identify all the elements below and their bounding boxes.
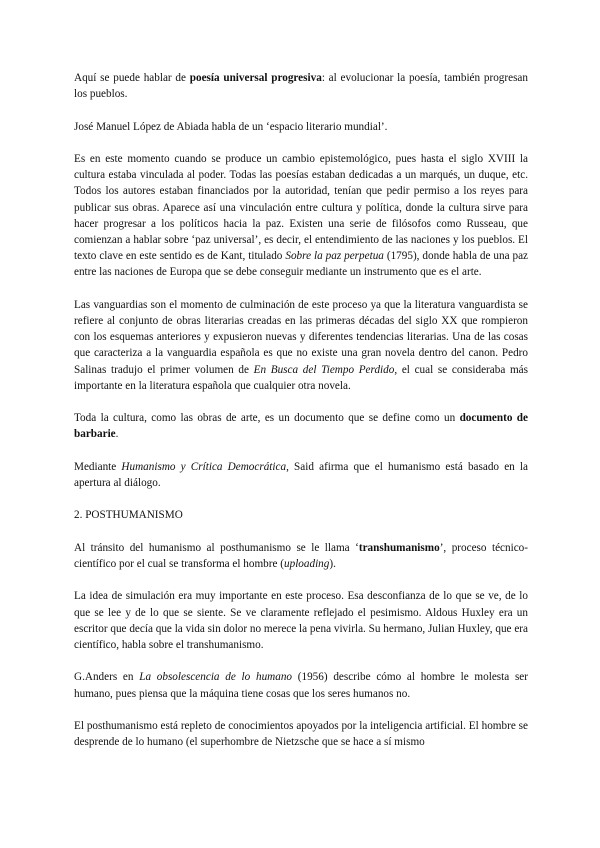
bold-text: documento de barbarie [74,412,528,441]
text-run: Toda la cultura, como las obras de arte, es un documento que se define como un [74,412,460,425]
text-run: La idea de simulación era muy importante en este proceso. Esa desconfianza de lo que se ve, de lo que se lee y de lo que se siente. Se ve claramente reflejado el pesimismo. Aldous Huxley era un escritor que decía que la vida sin dolor no merece la pena vivirla. Su hermano, Julian Huxley, que era científico, habla sobre el transhumanismo. [74,590,528,651]
italic-text: Sobre la paz perpetua [285,250,384,263]
section-heading [74,507,528,523]
text-run: (1795), donde habla de una paz entre las naciones de Europa que se debe conseguir mediante un instrumento que es el arte. [74,250,529,279]
text-run: 2. POSTHUMANISMO [74,509,183,522]
italic-text: Humanismo y Crítica Democrática [121,460,287,473]
text-run: Las vanguardias son el momento de culminación de este proceso ya que la literatura vanguardista se refiere al conjunto de obras literarias creadas en las primeras décadas del siglo XX que rompieron con los esquemas anteriores y expusieron nuevas y diferentes tendencias literarias. Una de las cosas que caracteriza a la vanguardia española es que no existe una gran novela dentro del canon. Pedro Salinas tradujo el primer volumen de [74,298,528,376]
text-run: ’, proceso técnico-científico por el cual se transforma el hombre ( [74,541,528,570]
text-run: José Manuel López de Abiada habla de un ‘espacio literario mundial’. [74,120,388,133]
text-run: Mediante [74,460,122,473]
paragraph [74,410,528,442]
text-run: (1956) describe cómo al hombre le molesta ser humano, pues piensa que la máquina tiene cosas que los seres humanos no. [74,671,528,700]
text-run: Es en este momento cuando se produce un cambio epistemológico, pues hasta el siglo XVIII la cultura estaba vinculada al poder. Todas las poesías estaban dedicadas a un marqués, un duque, etc. Todos los autores estaban financiados por la autoridad, tenían que pedir permiso a los reyes para publicar sus obras. Aparece así una vinculación entre cultura y política, donde la cultura sirve para hacer progresar a los políticos hacia la paz. Existen una serie de filósofos como Russeau, que comienzan a hablar sobre ‘paz universal’, es decir, el entendimiento de las naciones y los pueblos. El texto clave en este sentido es de Kant, titulado [74,152,528,263]
paragraph [74,119,528,135]
paragraph [74,297,528,394]
text-run: : al evolucionar la poesía, también progresan los pueblos. [74,72,528,101]
paragraph [74,151,528,281]
text-run: , Said afirma que el humanismo está basado en la apertura al diálogo. [74,460,528,489]
bold-text: transhumanismo [358,541,440,554]
italic-text: En Busca del Tiempo Perdido [253,363,395,376]
bold-text: poesía universal progresiva [189,72,322,84]
paragraph [74,669,528,701]
paragraph [74,588,528,653]
italic-text: La obsolescencia de lo humano [139,671,293,684]
text-run: El posthumanismo está repleto de conocimientos apoyados por la inteligencia artificial. El hombre se desprende de lo humano (el superhombre de Nietzsche que se hace a sí mismo [74,719,528,749]
text-run: , el cual se consideraba más importante en la literatura española que cualquier otra novela. [74,363,528,392]
document-body [74,70,528,767]
text-run: Aquí se puede hablar de [74,72,190,84]
text-run: ). [329,557,336,570]
paragraph [74,540,528,572]
paragraph [74,70,528,102]
text-run: Al tránsito del humanismo al posthumanismo se le llama ‘ [74,541,359,554]
text-run: . [115,428,119,441]
text-run: G.Anders en [74,671,140,684]
paragraph [74,718,528,750]
paragraph [74,459,528,491]
italic-text: uploading [284,557,330,570]
